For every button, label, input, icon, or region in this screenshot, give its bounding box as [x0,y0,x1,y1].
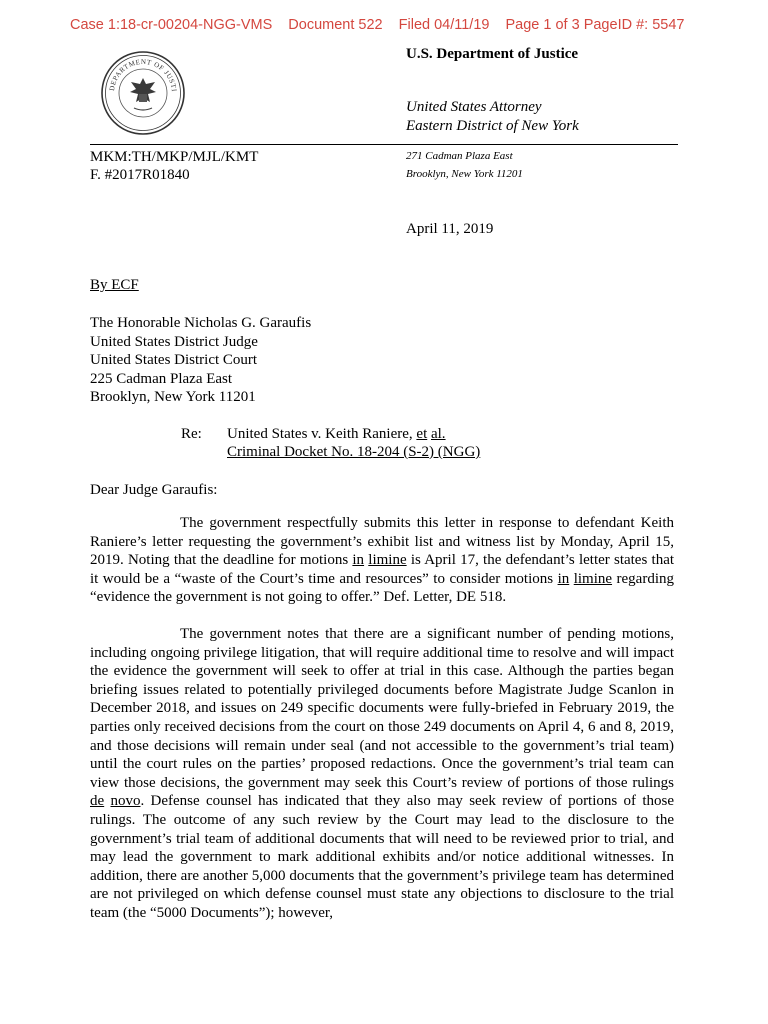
document-number: Document 522 [288,17,383,33]
re-case-et: et [416,426,428,442]
body-paragraph-1 [90,514,674,607]
addressee-block [90,314,311,407]
paragraph1-text-a: The government respectfully submits this letter in response to defendant Keith Raniere’s letter requesting the government’s exhibit list and witness list by Monday, April 15, 2019. Noting that the deadline for motions [90,515,674,569]
file-number: F. #2017R01840 [90,167,190,183]
in-limine-in-2: in [557,570,570,587]
addressee-court: United States District Court [90,352,258,369]
addressee-city: Brooklyn, New York 11201 [90,389,256,406]
re-case-name: United States v. Keith Raniere, [227,426,417,442]
in-limine-limine-1: limine [368,552,407,569]
paragraph2-text-a: The government notes that there are a significant number of pending motions, including ongoing privilege litigation, that will require additional time to resolve and will impact the evidence the government will seek to offer at trial in this case. Although the parties began briefing issues related to potentially privileged documents before Magistrate Judge Scanlon in December 2018, and issues on 249 specific documents were fully-briefed in February 2019, the parties only received decisions from the court on those 249 documents on April 4, 6 and 8, 2019, and those decisions will remain under seal (and not accessible to the government’s trial team) until the court rules on the parties’ proposed redactions. Once the government’s trial team can view those decisions, the government may seek this Court’s review of portions of those rulings [90,626,674,791]
de-novo-de: de [90,793,105,810]
reference-initials: MKM:TH/MKP/MJL/KMT [90,149,259,165]
in-limine-limine-2: limine [573,570,613,587]
body-paragraph-2 [90,625,674,923]
page-info: Page 1 of 3 PageID #: 5547 [505,17,685,33]
in-limine-in-1: in [352,552,365,569]
letter-date: April 11, 2019 [406,221,494,237]
de-novo-novo: novo [110,793,141,810]
doj-seal-icon [100,50,186,136]
addressee-name: The Honorable Nicholas G. Garaufis [90,315,312,331]
office-address-city: Brooklyn, New York 11201 [406,168,523,180]
re-case-al: al. [430,426,446,442]
re-docket: Criminal Docket No. 18-204 (S-2) (NGG) [227,444,481,460]
office-title: United States Attorney [406,99,542,115]
office-address-street: 271 Cadman Plaza East [406,150,513,162]
office-district: Eastern District of New York [406,118,579,134]
re-case [227,425,446,444]
paragraph2-text-b: . Defense counsel has indicated that they also may seek review of portions of those rulings. The outcome of any such review by the Court may lead to the disclosure to the government’s trial team of additional documents that will need to be reviewed prior to trial, and may lead the government to mark additional exhibits and/or notice additional witnesses. In addition, there are another 5,000 documents that the government’s privilege team has determined are not privileged on which defense counsel must state any objections to disclosure to the trial team (the “5000 Documents”); however, [90,793,674,921]
salutation: Dear Judge Garaufis: [90,482,218,498]
filed-date: Filed 04/11/19 [398,17,490,33]
letterhead-divider [90,144,678,145]
re-label: Re: [181,426,202,442]
paragraph1-text-b: is April 17, the defendant’s letter states that it would be a “waste of the Court’s time and resources” to consider motions [90,552,675,587]
paragraph1-text-c: regarding “evidence the government is not going to offer.” Def. Letter, DE 518. [90,570,674,606]
delivery-method: By ECF [90,277,139,293]
filing-header [70,17,710,33]
seal-text: DEPARTMENT OF JUSTI [107,57,178,93]
case-number: Case 1:18-cr-00204-NGG-VMS [70,17,273,33]
addressee-street: 225 Cadman Plaza East [90,370,233,387]
addressee-title: United States District Judge [90,333,258,350]
department-name: U.S. Department of Justice [406,46,579,62]
